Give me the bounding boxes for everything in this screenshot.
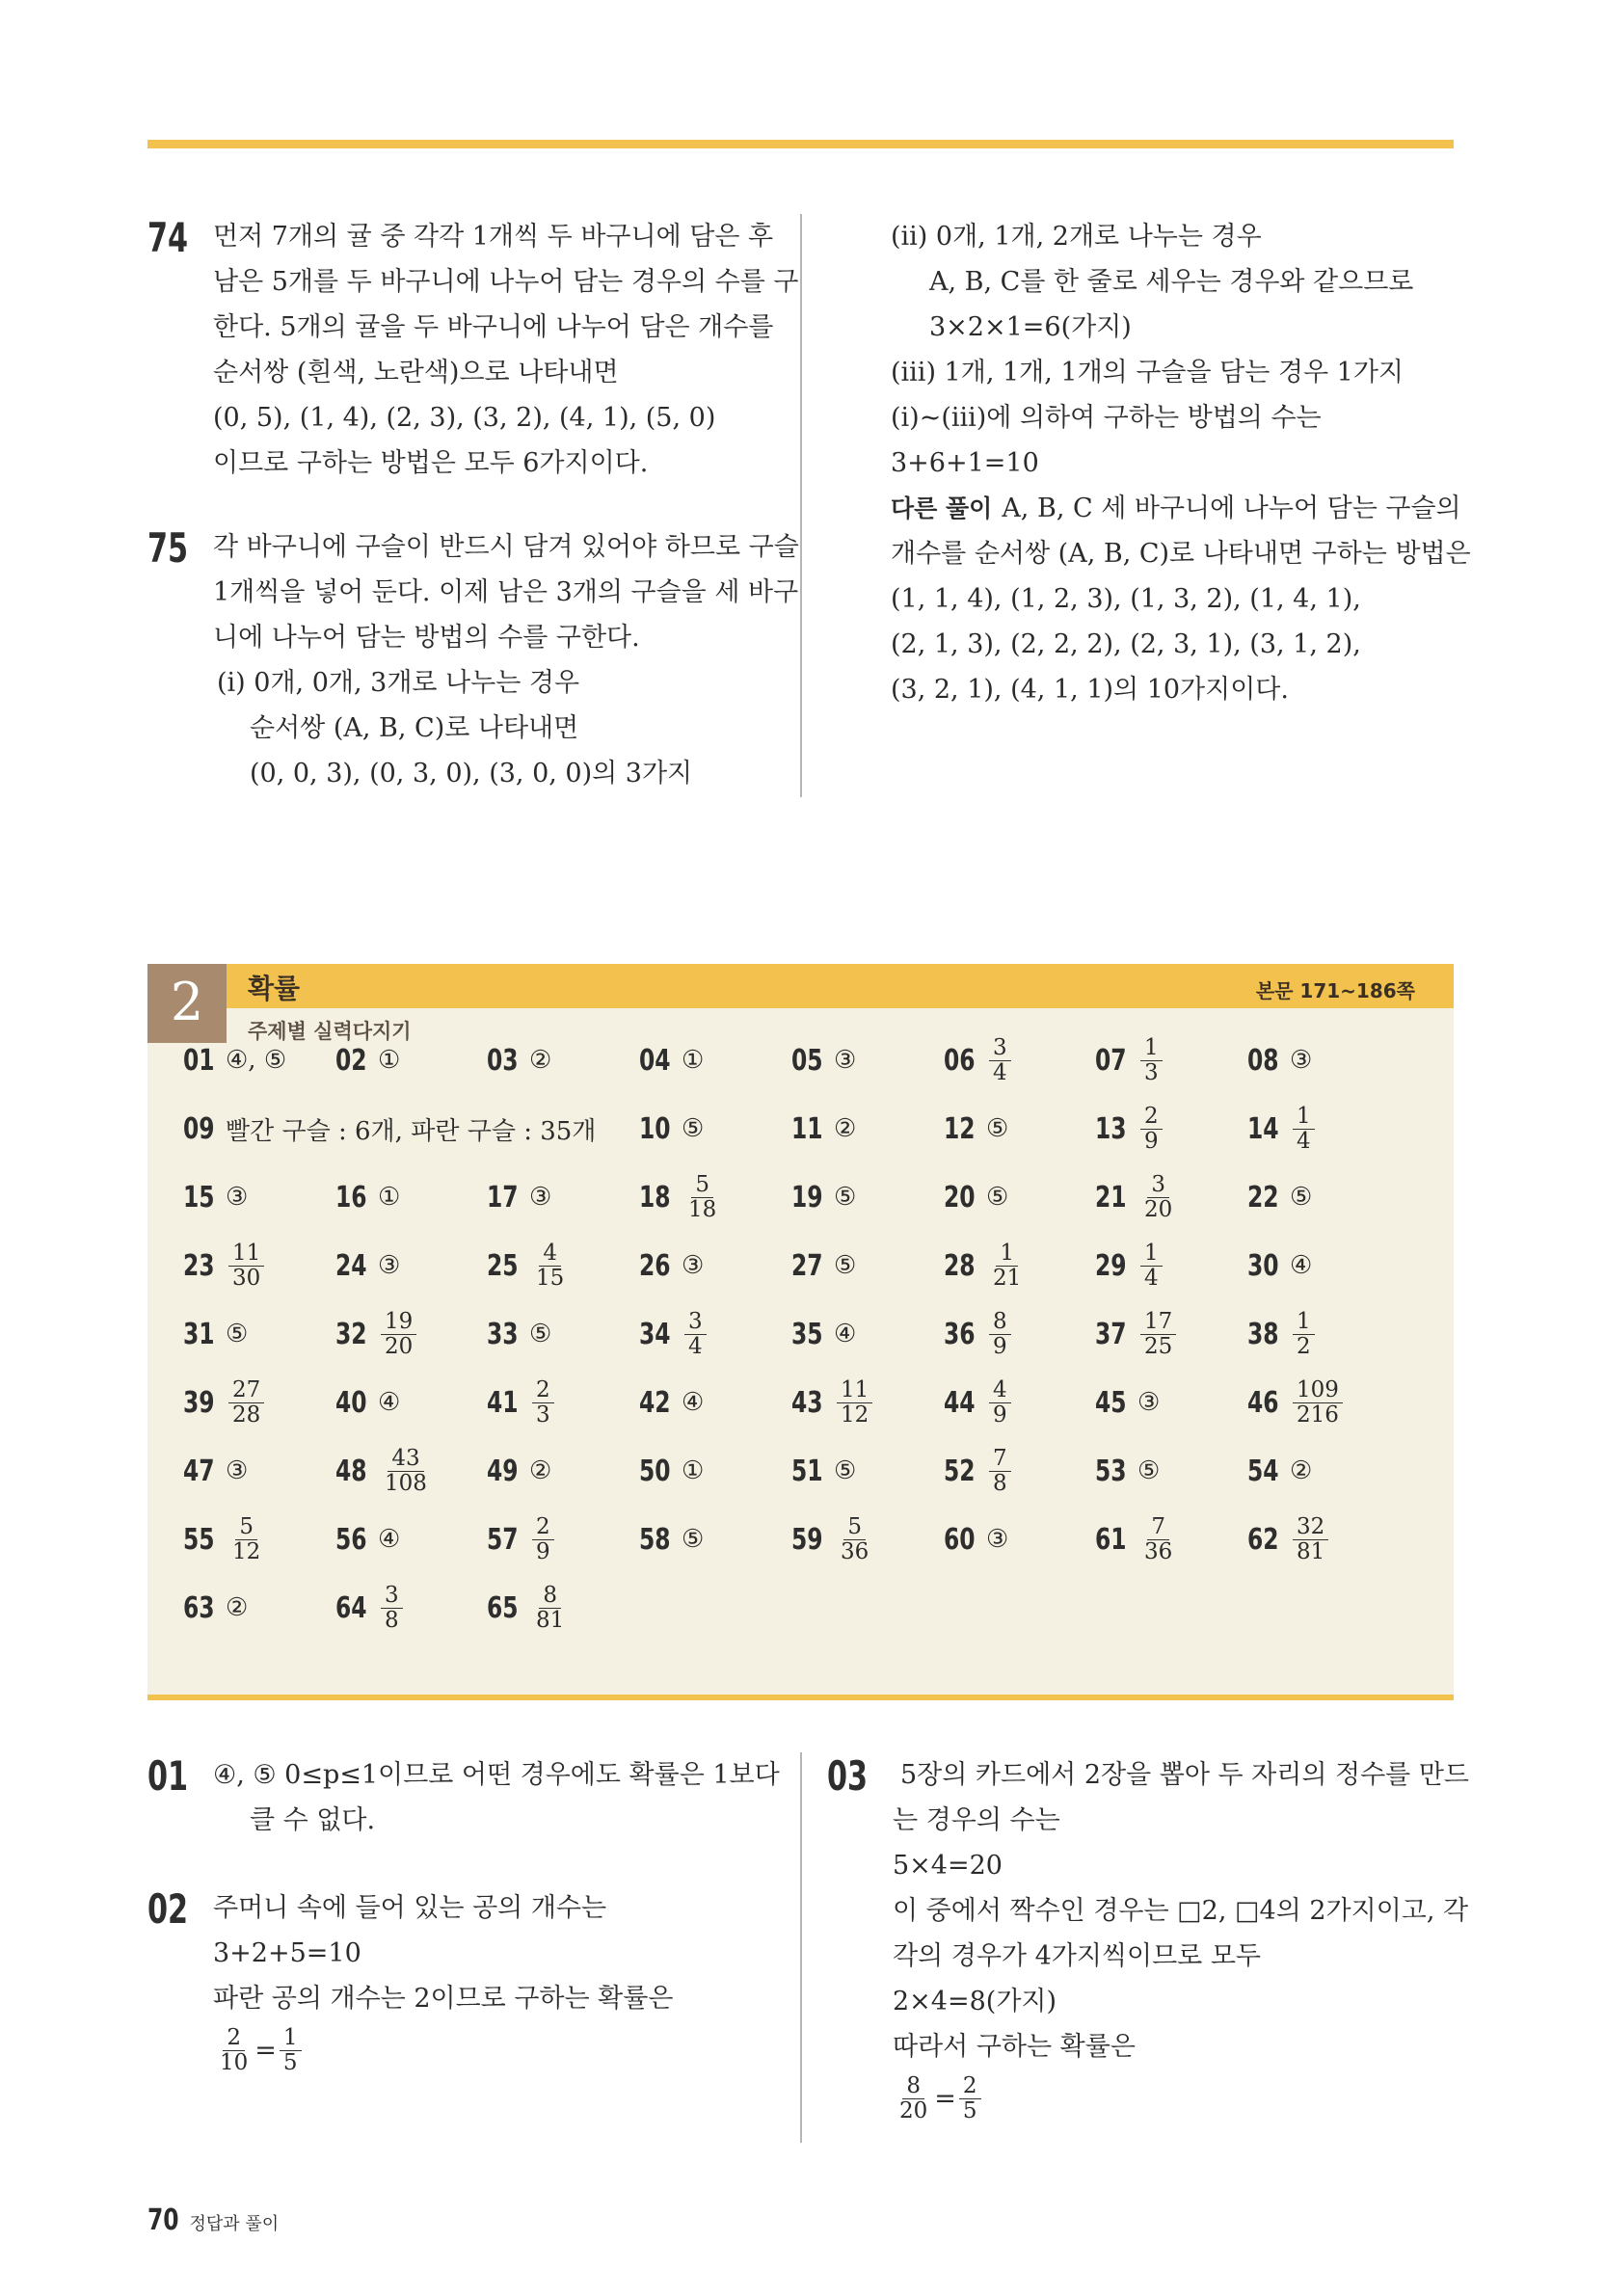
answer-item-33	[487, 1305, 551, 1363]
answer-number: 34	[639, 1317, 671, 1351]
fraction: $\frac{2}{10}$	[220, 2024, 249, 2075]
answer-item-53	[1095, 1442, 1160, 1500]
answer-fraction: $\frac{5}{18}$	[688, 1171, 717, 1222]
answer-value: ④	[682, 1388, 705, 1417]
answer-item-11	[791, 1100, 856, 1158]
answer-item-26	[639, 1237, 704, 1295]
answer-item-23	[183, 1237, 267, 1295]
answer-number: 44	[944, 1385, 976, 1420]
solution-03	[827, 1752, 1469, 2127]
answer-value: ⑤	[529, 1320, 552, 1348]
answer-fraction: $\frac{109}{216}$	[1293, 1378, 1343, 1428]
fraction: $\frac{8}{20}$	[899, 2072, 928, 2123]
answer-fraction: $\frac{5}{36}$	[841, 1513, 869, 1564]
answer-number: 51	[791, 1454, 823, 1488]
answer-number: 36	[944, 1317, 976, 1351]
answer-value: ③	[834, 1046, 857, 1075]
answer-number: 08	[1247, 1043, 1279, 1078]
solution-75	[147, 524, 799, 796]
answer-number: 49	[487, 1454, 519, 1488]
page-number: 70	[147, 2203, 179, 2237]
answer-item-55	[183, 1510, 267, 1568]
solution-column-left-top	[147, 214, 799, 796]
answer-number: 02	[335, 1043, 367, 1078]
answer-item-60	[944, 1510, 1008, 1568]
text-line: (3, 2, 1), (4, 1, 1)의 10가지이다.	[891, 675, 1289, 705]
answer-item-44	[944, 1374, 1014, 1431]
text-line: (0, 0, 3), (0, 3, 0), (3, 0, 0)의 3가지	[250, 759, 693, 788]
answer-item-46	[1247, 1374, 1346, 1431]
answer-item-31	[183, 1305, 248, 1363]
answer-item-34	[639, 1305, 709, 1363]
text-line: 이 중에서 짝수인 경우는 □2, □4의 2가지이고, 각	[893, 1896, 1469, 1926]
answer-value: ②	[529, 1046, 552, 1075]
answer-number: 35	[791, 1317, 823, 1351]
answer-number: 46	[1247, 1385, 1279, 1420]
answer-item-37	[1095, 1305, 1179, 1363]
answer-number: 12	[944, 1111, 976, 1146]
answer-item-05	[791, 1031, 856, 1089]
answer-item-42	[639, 1374, 704, 1431]
answer-item-43	[791, 1374, 875, 1431]
answer-number: 22	[1247, 1180, 1279, 1215]
column-divider	[800, 1752, 802, 2143]
answer-fraction: $\frac{1}{2}$	[1293, 1310, 1315, 1359]
text-line: 2×4=8(가지)	[893, 1987, 1057, 2016]
answer-fraction: $\frac{7}{36}$	[1144, 1513, 1173, 1564]
answer-item-15	[183, 1168, 248, 1226]
text-line: (2, 1, 3), (2, 2, 2), (2, 3, 1), (3, 1, 2),	[891, 629, 1361, 659]
answer-fraction: $\frac{8}{9}$	[989, 1310, 1011, 1359]
answer-number: 38	[1247, 1317, 1279, 1351]
solution-column-right-bottom	[827, 1752, 1469, 2127]
answer-number: 52	[944, 1454, 976, 1488]
answer-number: 37	[1095, 1317, 1127, 1351]
answer-number: 06	[944, 1043, 976, 1078]
answer-item-51	[791, 1442, 856, 1500]
answer-item-40	[335, 1374, 400, 1431]
answer-item-39	[183, 1374, 267, 1431]
answer-number: 48	[335, 1454, 367, 1488]
answer-value: ②	[1290, 1456, 1313, 1485]
answer-value: ⑤	[986, 1114, 1009, 1143]
answer-value: ④	[378, 1525, 401, 1554]
answer-number: 28	[944, 1248, 976, 1283]
answer-value: ⑤	[682, 1114, 705, 1143]
answer-number: 25	[487, 1248, 519, 1283]
answer-number: 45	[1095, 1385, 1127, 1420]
text-line: (0, 5), (1, 4), (2, 3), (3, 2), (4, 1), (5, 0)	[213, 403, 716, 433]
section-subtitle: 주제별 실력다지기	[248, 1020, 412, 1043]
text-line: 3×2×1=6(가지)	[929, 312, 1132, 342]
answer-number: 39	[183, 1385, 215, 1420]
text-line: (ⅲ) 1개, 1개, 1개의 구슬을 담는 경우 1가지	[891, 358, 1404, 387]
answer-fraction: $\frac{4}{9}$	[989, 1378, 1011, 1428]
answer-fraction: $\frac{1}{3}$	[1140, 1036, 1163, 1085]
answer-number: 24	[335, 1248, 367, 1283]
answer-item-63	[183, 1579, 248, 1637]
answer-number: 09	[183, 1111, 215, 1146]
text-line: 1개씩을 넣어 둔다. 이제 남은 3개의 구슬을 세 바구	[213, 577, 799, 607]
answer-number: 59	[791, 1522, 823, 1557]
answer-value: ⑤	[986, 1183, 1009, 1212]
text-line: 는 경우의 수는	[893, 1805, 1060, 1835]
answer-value: ④	[1290, 1251, 1313, 1280]
answer-value: ⑤	[834, 1183, 857, 1212]
text-line: 파란 공의 개수는 2이므로 구하는 확률은	[213, 1984, 674, 2014]
text-line: 3+6+1=10	[891, 448, 1039, 478]
answer-number: 20	[944, 1180, 976, 1215]
answer-item-21	[1095, 1168, 1179, 1226]
answer-item-38	[1247, 1305, 1318, 1363]
answer-fraction: $\frac{3}{8}$	[381, 1584, 403, 1633]
answer-fraction: $\frac{2}{9}$	[1140, 1105, 1163, 1154]
answer-number: 27	[791, 1248, 823, 1283]
answer-number: 26	[639, 1248, 671, 1283]
text-line: A, B, C 세 바구니에 나누어 담는 구슬의	[1002, 494, 1461, 523]
answer-item-52	[944, 1442, 1014, 1500]
answer-number: 58	[639, 1522, 671, 1557]
answer-item-19	[791, 1168, 856, 1226]
answer-value: ③	[1137, 1388, 1161, 1417]
alt-solution-line	[891, 486, 1469, 531]
answer-item-10	[639, 1100, 704, 1158]
text-line: 5장의 카드에서 2장을 뽑아 두 자리의 정수를 만드	[900, 1760, 1469, 1790]
probability-result	[213, 2021, 774, 2079]
answer-item-07	[1095, 1031, 1165, 1089]
top-accent-bar	[147, 140, 1454, 148]
text-line: 한다. 5개의 귤을 두 바구니에 나누어 담은 개수를	[213, 312, 774, 342]
answer-number: 57	[487, 1522, 519, 1557]
answer-fraction: $\frac{27}{28}$	[228, 1378, 264, 1428]
answer-item-57	[487, 1510, 557, 1568]
answer-value: ③	[378, 1251, 401, 1280]
answer-value: ④, ⑤	[226, 1046, 287, 1075]
answer-item-30	[1247, 1237, 1312, 1295]
text-line: (ⅱ) 0개, 1개, 2개로 나누는 경우	[891, 222, 1262, 252]
answer-number: 64	[335, 1590, 367, 1625]
answer-fraction: $\frac{1}{4}$	[1293, 1105, 1315, 1154]
answer-number: 63	[183, 1590, 215, 1625]
answer-value: ③	[682, 1251, 705, 1280]
answer-number: 43	[791, 1385, 823, 1420]
answer-number: 40	[335, 1385, 367, 1420]
answer-fraction: $\frac{11}{12}$	[837, 1378, 872, 1428]
answer-item-29	[1095, 1237, 1165, 1295]
answer-item-48	[335, 1442, 434, 1500]
solution-02	[147, 1885, 774, 2079]
answer-number: 16	[335, 1180, 367, 1215]
solution-column-left-bottom	[147, 1752, 780, 2079]
answer-fraction: $\frac{3}{4}$	[684, 1310, 707, 1359]
text-line: ④, ⑤ 0≤p≤1이므로 어떤 경우에도 확률은 1보다	[213, 1760, 780, 1790]
answer-number: 13	[1095, 1111, 1127, 1146]
answer-fraction: $\frac{11}{30}$	[228, 1241, 264, 1291]
text-line: A, B, C를 한 줄로 세우는 경우와 같으므로	[929, 267, 1414, 297]
answer-value: ③	[986, 1525, 1009, 1554]
column-divider	[800, 214, 802, 797]
answer-fraction: $\frac{5}{12}$	[232, 1513, 261, 1564]
answer-number: 53	[1095, 1454, 1127, 1488]
answer-item-09	[183, 1100, 596, 1158]
text-line: (ⅰ)~(ⅲ)에 의하여 구하는 방법의 수는	[891, 403, 1322, 433]
answer-number: 15	[183, 1180, 215, 1215]
answer-item-35	[791, 1305, 856, 1363]
solution-01	[147, 1752, 780, 1843]
answer-item-27	[791, 1237, 856, 1295]
answer-value: ⑤	[226, 1320, 249, 1348]
problem-number: 03	[827, 1752, 869, 1800]
answer-number: 23	[183, 1248, 215, 1283]
answer-number: 61	[1095, 1522, 1127, 1557]
solution-column-right-top	[891, 214, 1469, 712]
answer-item-14	[1247, 1100, 1318, 1158]
answer-item-36	[944, 1305, 1014, 1363]
answer-value: ②	[529, 1456, 552, 1485]
answer-number: 21	[1095, 1180, 1127, 1215]
answer-number: 62	[1247, 1522, 1279, 1557]
answer-number: 32	[335, 1317, 367, 1351]
answer-value: ③	[226, 1183, 249, 1212]
answer-box-bottom-rule	[147, 1695, 1454, 1700]
answer-fraction: $\frac{17}{25}$	[1140, 1310, 1176, 1359]
equals-sign: =	[254, 2035, 277, 2066]
answer-item-04	[639, 1031, 704, 1089]
answer-value: 빨간 구슬 : 6개, 파란 구슬 : 35개	[226, 1116, 597, 1146]
page-footer	[147, 2203, 279, 2237]
answer-item-56	[335, 1510, 400, 1568]
text-line: 먼저 7개의 귤 중 각각 1개씩 두 바구니에 담은 후	[213, 222, 774, 252]
text-line: 이므로 구하는 방법은 모두 6가지이다.	[213, 448, 649, 478]
text-line: (1, 1, 4), (1, 2, 3), (1, 3, 2), (1, 4, 1),	[891, 584, 1361, 614]
answer-item-12	[944, 1100, 1008, 1158]
answer-fraction: $\frac{3}{4}$	[989, 1036, 1011, 1085]
answer-item-41	[487, 1374, 557, 1431]
text-line: 각의 경우가 4가지씩이므로 모두	[893, 1941, 1261, 1971]
answer-value: ②	[834, 1114, 857, 1143]
problem-number: 02	[147, 1885, 189, 1933]
answer-item-45	[1095, 1374, 1160, 1431]
page-reference: 본문 171~186쪽	[1255, 979, 1415, 1002]
answer-number: 41	[487, 1385, 519, 1420]
answer-fraction: $\frac{3}{20}$	[1144, 1171, 1173, 1222]
answer-item-49	[487, 1442, 551, 1500]
solution-74	[147, 214, 799, 486]
section-number-badge: 2	[147, 964, 227, 1043]
text-line: 니에 나누어 담는 방법의 수를 구한다.	[213, 623, 640, 653]
answer-item-62	[1247, 1510, 1331, 1568]
answer-item-64	[335, 1579, 406, 1637]
answer-item-28	[944, 1237, 1028, 1295]
answer-key-box	[147, 964, 1454, 1695]
answer-value: ⑤	[1137, 1456, 1161, 1485]
answer-number: 14	[1247, 1111, 1279, 1146]
answer-number: 50	[639, 1454, 671, 1488]
answer-number: 11	[791, 1111, 823, 1146]
text-line: 클 수 없다.	[250, 1805, 376, 1835]
answer-number: 05	[791, 1043, 823, 1078]
answer-number: 19	[791, 1180, 823, 1215]
answer-value: ⑤	[682, 1525, 705, 1554]
answer-value: ①	[682, 1456, 705, 1485]
answer-item-25	[487, 1237, 571, 1295]
answer-fraction: $\frac{19}{20}$	[381, 1310, 416, 1359]
answer-number: 54	[1247, 1454, 1279, 1488]
answer-number: 60	[944, 1522, 976, 1557]
equals-sign: =	[934, 2083, 956, 2114]
text-line: 순서쌍 (흰색, 노란색)으로 나타내면	[213, 358, 619, 387]
answer-number: 47	[183, 1454, 215, 1488]
answer-item-24	[335, 1237, 400, 1295]
answer-number: 42	[639, 1385, 671, 1420]
problem-number: 01	[147, 1752, 189, 1800]
answer-number: 03	[487, 1043, 519, 1078]
answer-item-13	[1095, 1100, 1165, 1158]
section-title: 확률	[248, 973, 301, 1004]
fraction: $\frac{2}{5}$	[959, 2074, 981, 2123]
answer-item-08	[1247, 1031, 1312, 1089]
answer-item-22	[1247, 1168, 1312, 1226]
problem-number: 74	[147, 214, 189, 261]
answer-item-59	[791, 1510, 875, 1568]
answer-item-18	[639, 1168, 723, 1226]
answer-value: ⑤	[834, 1251, 857, 1280]
answer-fraction: $\frac{2}{9}$	[532, 1515, 554, 1564]
answer-number: 17	[487, 1180, 519, 1215]
answer-number: 29	[1095, 1248, 1127, 1283]
answer-number: 04	[639, 1043, 671, 1078]
answer-item-01	[183, 1031, 286, 1089]
answer-item-61	[1095, 1510, 1179, 1568]
answer-number: 30	[1247, 1248, 1279, 1283]
answer-value: ⑤	[1290, 1183, 1313, 1212]
answer-fraction: $\frac{32}{81}$	[1293, 1515, 1328, 1564]
answer-number: 56	[335, 1522, 367, 1557]
probability-result	[893, 2069, 1454, 2127]
text-line: 주머니 속에 들어 있는 공의 개수는	[213, 1893, 607, 1923]
text-line: (ⅰ) 0개, 0개, 3개로 나누는 경우	[217, 668, 580, 698]
answer-fraction: $\frac{2}{3}$	[532, 1378, 554, 1428]
answer-fraction: $\frac{7}{8}$	[989, 1447, 1011, 1496]
answer-number: 07	[1095, 1043, 1127, 1078]
text-line: 따라서 구하는 확률은	[893, 2032, 1136, 2062]
answer-item-06	[944, 1031, 1014, 1089]
problem-number: 75	[147, 524, 189, 572]
answer-fraction: $\frac{43}{108}$	[385, 1445, 427, 1496]
answer-value: ③	[529, 1183, 552, 1212]
answer-item-17	[487, 1168, 551, 1226]
answer-number: 33	[487, 1317, 519, 1351]
text-line: 5×4=20	[893, 1851, 1003, 1881]
text-line: 각 바구니에 구슬이 반드시 담겨 있어야 하므로 구슬	[213, 532, 799, 562]
answer-number: 10	[639, 1111, 671, 1146]
answer-value: ①	[682, 1046, 705, 1075]
answer-item-16	[335, 1168, 400, 1226]
answer-value: ④	[834, 1320, 857, 1348]
fraction: $\frac{1}{5}$	[280, 2026, 302, 2075]
answer-item-47	[183, 1442, 248, 1500]
answer-item-54	[1247, 1442, 1312, 1500]
answer-number: 01	[183, 1043, 215, 1078]
answer-value: ③	[1290, 1046, 1313, 1075]
answer-value: ①	[378, 1183, 401, 1212]
answer-item-50	[639, 1442, 704, 1500]
answer-number: 18	[639, 1180, 671, 1215]
text-line: 3+2+5=10	[213, 1938, 361, 1968]
footer-label: 정답과 풀이	[189, 2214, 280, 2234]
answer-number: 31	[183, 1317, 215, 1351]
answer-value: ③	[226, 1456, 249, 1485]
answer-value: ①	[378, 1046, 401, 1075]
answer-value: ②	[226, 1593, 249, 1622]
answer-number: 55	[183, 1522, 215, 1557]
answer-fraction: $\frac{1}{4}$	[1140, 1241, 1163, 1291]
answer-fraction: $\frac{8}{81}$	[536, 1582, 565, 1633]
answer-item-32	[335, 1305, 419, 1363]
alt-solution-label: 다른 풀이	[891, 494, 993, 522]
text-line: 남은 5개를 두 바구니에 나누어 담는 경우의 수를 구	[213, 267, 799, 297]
answer-value: ⑤	[834, 1456, 857, 1485]
answer-value: ④	[378, 1388, 401, 1417]
answer-number: 65	[487, 1590, 519, 1625]
answer-item-65	[487, 1579, 571, 1637]
answer-item-20	[944, 1168, 1008, 1226]
answer-item-03	[487, 1031, 551, 1089]
answer-fraction: $\frac{1}{21}$	[993, 1240, 1022, 1291]
answer-item-58	[639, 1510, 704, 1568]
answer-item-02	[335, 1031, 400, 1089]
answer-fraction: $\frac{4}{15}$	[536, 1240, 565, 1291]
text-line: 개수를 순서쌍 (A, B, C)로 나타내면 구하는 방법은	[891, 539, 1471, 569]
text-line: 순서쌍 (A, B, C)로 나타내면	[250, 713, 579, 743]
